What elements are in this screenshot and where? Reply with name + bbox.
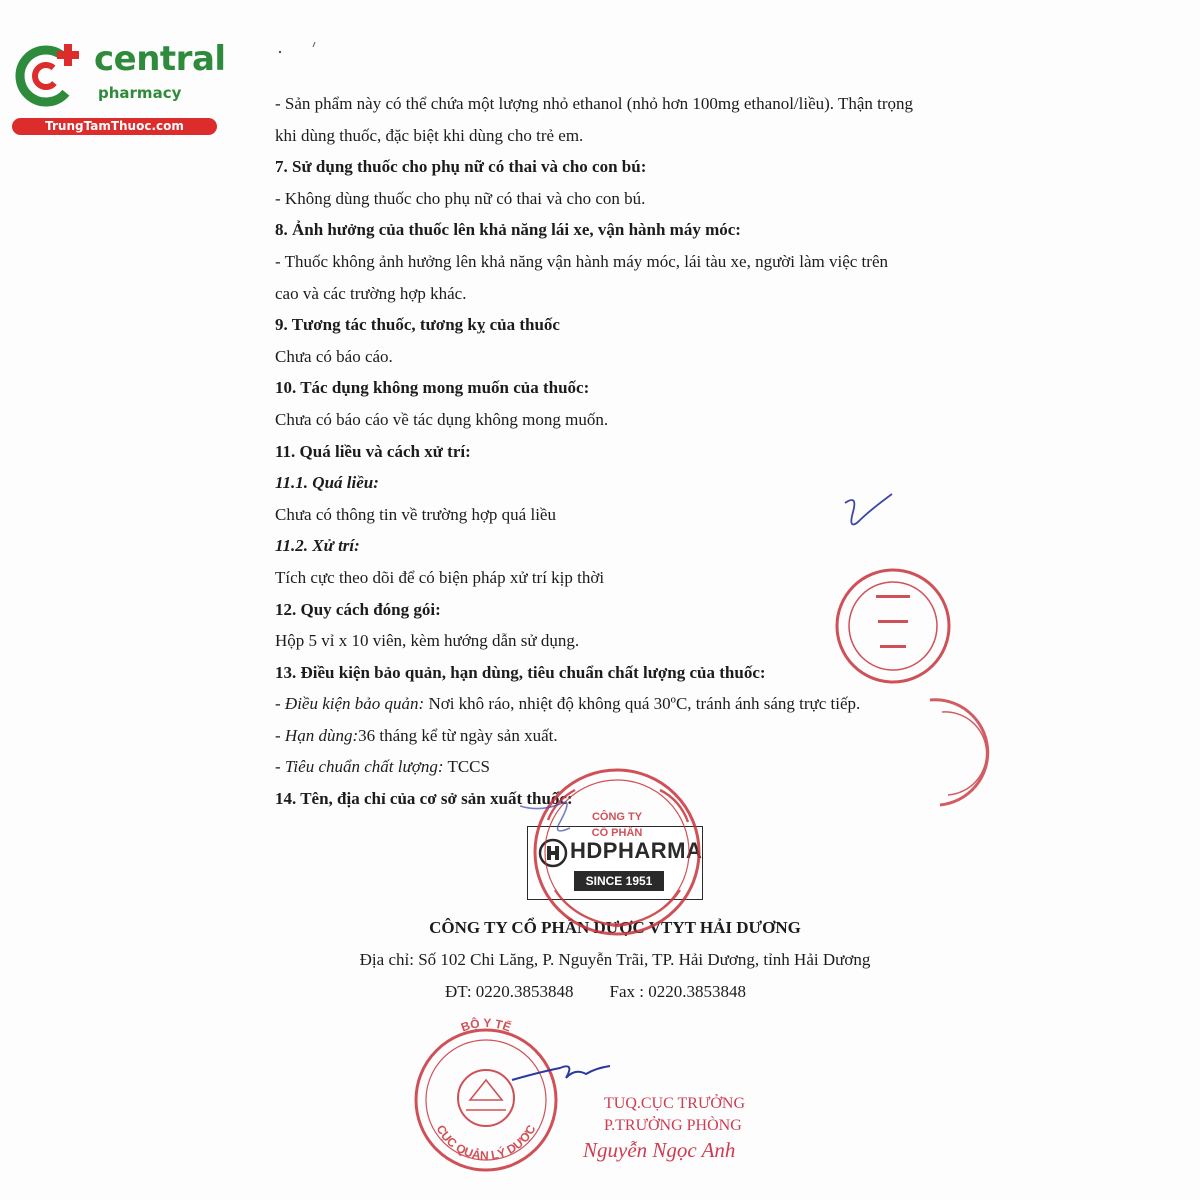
section-heading: 9. Tương tác thuốc, tương kỵ của thuốc — [275, 315, 560, 335]
storage-value: Nơi khô ráo, nhiệt độ không quá 30ºC, tránh ánh sáng trực tiếp. — [424, 694, 861, 714]
central-pharmacy-logo[interactable] — [8, 38, 226, 138]
subsection-heading: 11.1. Quá liều: — [275, 473, 379, 493]
company-address: Địa chỉ: Số 102 Chi Lăng, P. Nguyễn Trãi, TP. Hải Dương, tỉnh Hải Dương — [359, 950, 871, 969]
ministry-stamp-top: BỘ Y TẾ — [459, 1015, 513, 1035]
shelf-label: - Hạn dùng: — [275, 725, 359, 745]
hdpharma-name: HDPHARMA — [570, 838, 703, 863]
shelf-life — [275, 720, 995, 752]
storage-label: - Điều kiện bảo quản: — [275, 694, 425, 714]
signoff-title-line1: TUQ.CỤC TRƯỞNG — [604, 1095, 746, 1112]
company-stamp-line-2: CỔ PHẦN — [591, 827, 643, 839]
section-heading: 13. Điều kiện bảo quản, hạn dùng, tiêu chuẩn chất lượng của thuốc: — [275, 662, 766, 682]
scan-specks — [270, 38, 330, 58]
text-line: khi dùng thuốc, đặc biệt khi dùng cho trẻ em. — [275, 125, 584, 145]
leaflet-text — [275, 88, 995, 815]
section-heading: 14. Tên, địa chỉ của cơ sở sản xuất thuốc: — [275, 789, 573, 809]
standard-label: - Tiêu chuẩn chất lượng: — [275, 757, 444, 777]
section-heading: 10. Tác dụng không mong muốn của thuốc: — [275, 378, 590, 398]
ministry-stamp — [416, 1015, 556, 1170]
logo-subtitle: pharmacy — [98, 84, 182, 102]
hdpharma-emblem-icon — [538, 838, 568, 868]
quality-standard — [275, 751, 995, 783]
text-line: - Sản phẩm này có thể chứa một lượng nhỏ ethanol (nhỏ hơn 100mg ethanol/liều). Thận trọng — [275, 94, 914, 113]
section-heading: 8. Ảnh hưởng của thuốc lên khả năng lái xe, vận hành máy móc: — [275, 220, 741, 240]
section-heading: 11. Quá liều và cách xử trí: — [275, 441, 471, 461]
logo-name: central — [94, 39, 226, 79]
section-heading: 7. Sử dụng thuốc cho phụ nữ có thai và cho con bú: — [275, 157, 647, 177]
text-line: Chưa có báo cáo. — [275, 346, 393, 366]
text-line: cao và các trường hợp khác. — [275, 283, 467, 303]
company-phone: ĐT: 0220.3853848 — [445, 982, 574, 1001]
subsection-heading: 11.2. Xử trí: — [275, 536, 360, 556]
text-line: Hộp 5 vỉ x 10 viên, kèm hướng dẫn sử dụng. — [275, 631, 580, 651]
signoff-name: Nguyễn Ngọc Anh — [583, 1138, 736, 1162]
standard-value: TCCS — [443, 757, 490, 777]
hdpharma-logo — [527, 826, 703, 900]
company-contact — [445, 978, 746, 1006]
signoff-title — [604, 1093, 745, 1137]
section-heading: 12. Quy cách đóng gói: — [275, 599, 441, 619]
company-fax: Fax : 0220.3853848 — [609, 982, 747, 1001]
signoff-title-line2: P.TRƯỞNG PHÒNG — [604, 1117, 742, 1134]
text-line: - Thuốc không ảnh hưởng lên khả năng vận hành máy móc, lái tàu xe, người làm việc trên — [275, 251, 888, 271]
official-signature — [512, 1066, 610, 1080]
company-stamp-line-1: CÔNG TY — [591, 811, 643, 823]
shelf-value: 36 tháng kể từ ngày sản xuất. — [358, 725, 558, 745]
text-line: Chưa có báo cáo về tác dụng không mong muốn. — [275, 409, 609, 429]
storage-conditions — [275, 688, 995, 720]
text-line: Chưa có thông tin về trường hợp quá liều — [275, 504, 556, 524]
ministry-stamp-bottom: CỤC QUẢN LÝ DƯỢC — [433, 1122, 539, 1163]
hdpharma-since: SINCE 1951 — [574, 871, 664, 891]
text-line: - Không dùng thuốc cho phụ nữ có thai và cho con bú. — [275, 188, 646, 208]
central-logo-icon — [12, 38, 84, 110]
company-name: CÔNG TY CỔ PHẦN DƯỢC VTYT HẢI DƯƠNG — [429, 918, 801, 937]
logo-url[interactable]: TrungTamThuoc.com — [12, 118, 217, 135]
text-line: Tích cực theo dõi để có biện pháp xử trí kịp thời — [275, 567, 605, 587]
